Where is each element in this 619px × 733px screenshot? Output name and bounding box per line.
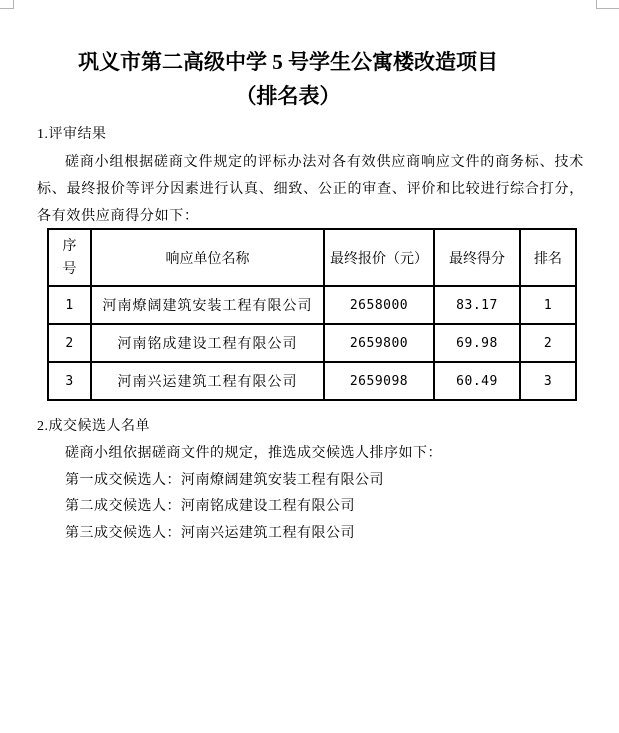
section2-intro: 磋商小组依据磋商文件的规定，推选成交候选人排序如下： (65, 446, 442, 461)
margin-corner-mark-top-right (596, 0, 619, 9)
cell-final-score: 69.98 (434, 324, 520, 362)
column-header-final-bid: 最终报价（元） (324, 229, 434, 286)
column-header-supplier-name: 响应单位名称 (91, 229, 324, 286)
section2-lines (65, 441, 442, 547)
cell-final-bid: 2659800 (324, 324, 434, 362)
table-header-row (48, 229, 576, 286)
column-header-seq: 序号 (48, 229, 91, 286)
column-header-rank: 排名 (520, 229, 576, 286)
cell-rank: 1 (520, 286, 576, 324)
ranking-table (47, 228, 577, 401)
cell-supplier-name: 河南燎阔建筑安装工程有限公司 (91, 286, 324, 324)
cell-final-bid: 2659098 (324, 362, 434, 400)
cell-seq: 3 (48, 362, 91, 400)
title-block (0, 47, 576, 112)
cell-rank: 3 (520, 362, 576, 400)
section2-heading: 2.成交候选人名单 (37, 419, 150, 434)
table-row (48, 362, 576, 400)
cell-final-score: 83.17 (434, 286, 520, 324)
margin-corner-mark-top-left (0, 0, 14, 9)
table-row (48, 324, 576, 362)
cell-seq: 2 (48, 324, 91, 362)
section1-heading: 1.评审结果 (37, 127, 107, 142)
cell-seq: 1 (48, 286, 91, 324)
candidate-line-third: 第三成交候选人：河南兴运建筑工程有限公司 (65, 525, 355, 541)
candidate-line-first: 第一成交候选人：河南燎阔建筑安装工程有限公司 (65, 472, 384, 488)
candidate-line-second: 第二成交候选人：河南铭成建设工程有限公司 (65, 499, 355, 515)
document-subtitle: （排名表） (235, 84, 341, 108)
cell-rank: 2 (520, 324, 576, 362)
cell-final-bid: 2658000 (324, 286, 434, 324)
section1-paragraph: 磋商小组根据磋商文件规定的评标办法对各有效供应商响应文件的商务标、技术标、最终报价等评分因素进行认真、细致、公正的审查、评价和比较进行综合打分，各有效供应商得分如下： (37, 155, 584, 224)
cell-supplier-name: 河南铭成建设工程有限公司 (91, 324, 324, 362)
cell-final-score: 60.49 (434, 362, 520, 400)
table-row (48, 286, 576, 324)
document-title: 巩义市第二高级中学 5 号学生公寓楼改造项目 (78, 50, 498, 74)
cell-supplier-name: 河南兴运建筑工程有限公司 (91, 362, 324, 400)
column-header-final-score: 最终得分 (434, 229, 520, 286)
